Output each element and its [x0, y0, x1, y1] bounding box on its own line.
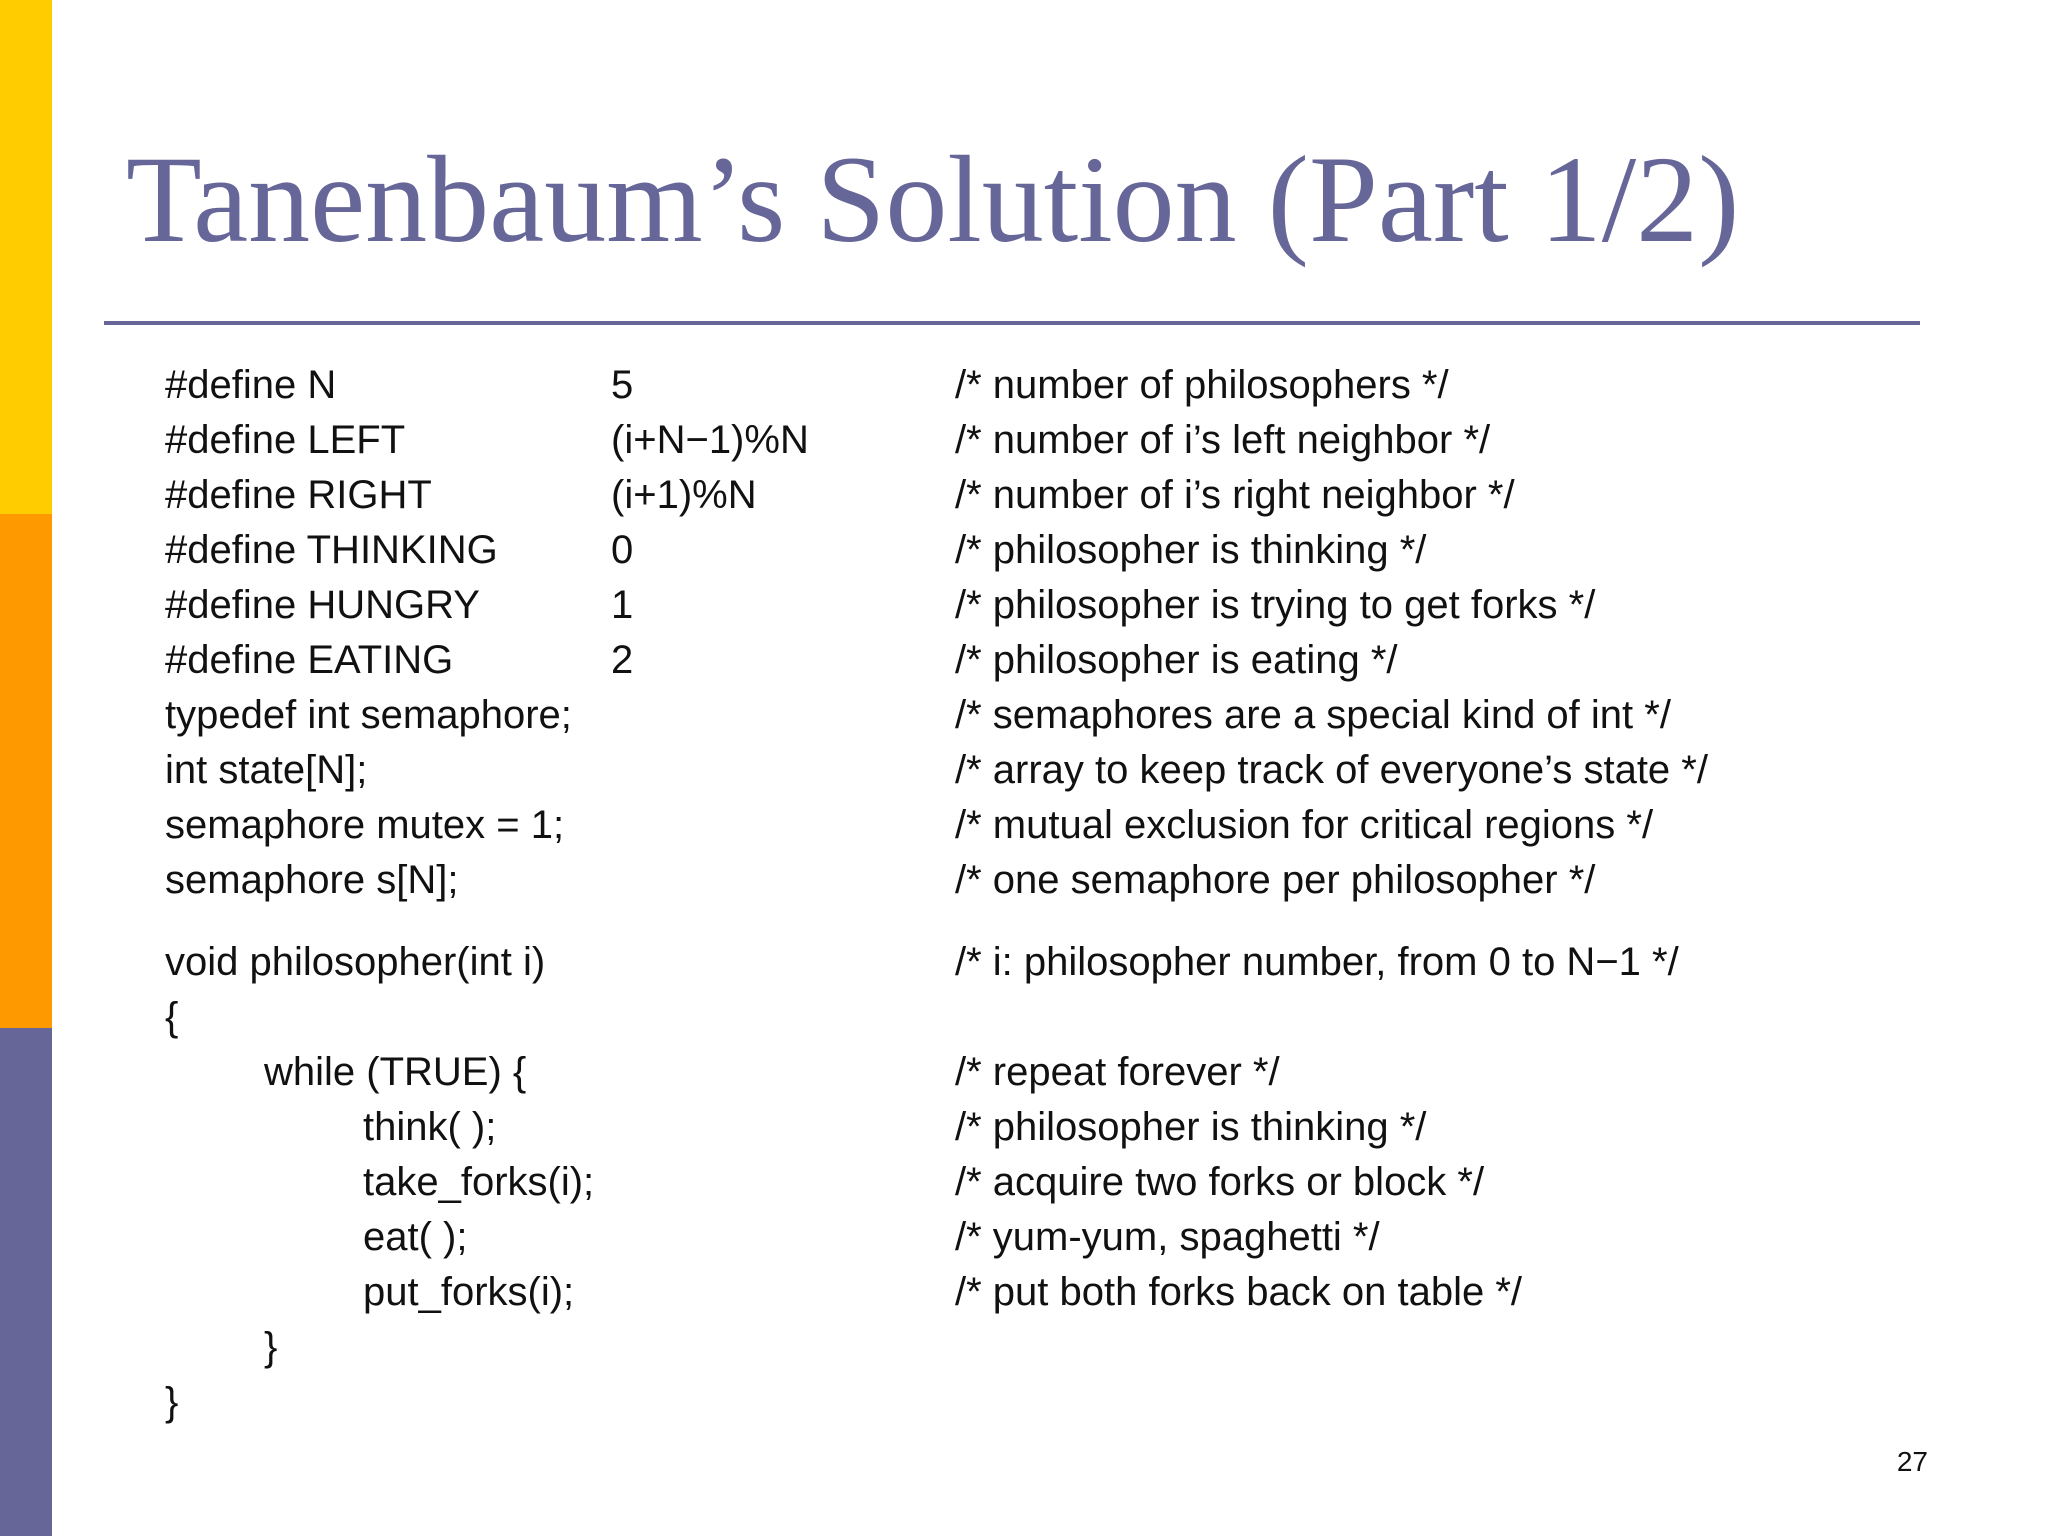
code-line: #define LEFT: [165, 418, 406, 462]
code-line: #define N: [165, 363, 337, 407]
code-comment: /* acquire two forks or block */: [955, 1160, 1485, 1204]
accent-bar-purple: [0, 1028, 52, 1536]
close-brace: }: [165, 1380, 179, 1424]
title-underline: [104, 321, 1920, 325]
code-comment: /* philosopher is eating */: [955, 638, 1398, 682]
code-line: #define HUNGRY: [165, 583, 480, 627]
code-comment: /* number of i’s right neighbor */: [955, 473, 1515, 517]
code-value: (i+N−1)%N: [611, 418, 809, 462]
loop-close-brace: }: [264, 1325, 278, 1369]
slide-title: Tanenbaum’s Solution (Part 1/2): [126, 131, 1740, 268]
code-comment: /* array to keep track of everyone’s state */: [955, 748, 1708, 792]
code-line: semaphore s[N];: [165, 858, 459, 902]
code-comment: /* repeat forever */: [955, 1050, 1280, 1094]
open-brace: {: [165, 995, 179, 1039]
code-line: semaphore mutex = 1;: [165, 803, 565, 847]
code-line: #define EATING: [165, 638, 454, 682]
accent-bar-orange: [0, 514, 52, 1028]
code-line: #define THINKING: [165, 528, 498, 572]
code-comment: /* mutual exclusion for critical regions */: [955, 803, 1654, 847]
code-line: eat( );: [363, 1215, 468, 1259]
function-signature: void philosopher(int i): [165, 940, 546, 984]
code-line: put_forks(i);: [363, 1270, 575, 1314]
code-comment: /* number of i’s left neighbor */: [955, 418, 1491, 462]
code-value: 0: [611, 528, 634, 572]
page-number: 27: [1896, 1446, 1928, 1477]
code-line: typedef int semaphore;: [165, 693, 572, 737]
code-line: think( );: [363, 1105, 497, 1149]
loop-header: while (TRUE) {: [264, 1050, 527, 1094]
code-comment: /* one semaphore per philosopher */: [955, 858, 1596, 902]
code-line: take_forks(i);: [363, 1160, 595, 1204]
code-comment: /* philosopher is thinking */: [955, 1105, 1427, 1149]
code-comment: /* number of philosophers */: [955, 363, 1449, 407]
code-value: 5: [611, 363, 634, 407]
code-comment: /* put both forks back on table */: [955, 1270, 1523, 1314]
code-comment: /* i: philosopher number, from 0 to N−1 */: [955, 940, 1679, 984]
code-value: (i+1)%N: [611, 473, 757, 517]
code-comment: /* yum-yum, spaghetti */: [955, 1215, 1380, 1259]
code-value: 2: [611, 638, 634, 682]
code-line: #define RIGHT: [165, 473, 432, 517]
code-comment: /* philosopher is thinking */: [955, 528, 1427, 572]
code-line: int state[N];: [165, 748, 368, 792]
code-comment: /* philosopher is trying to get forks */: [955, 583, 1596, 627]
code-comment: /* semaphores are a special kind of int */: [955, 693, 1671, 737]
code-value: 1: [611, 583, 634, 627]
accent-bar-yellow: [0, 0, 52, 514]
